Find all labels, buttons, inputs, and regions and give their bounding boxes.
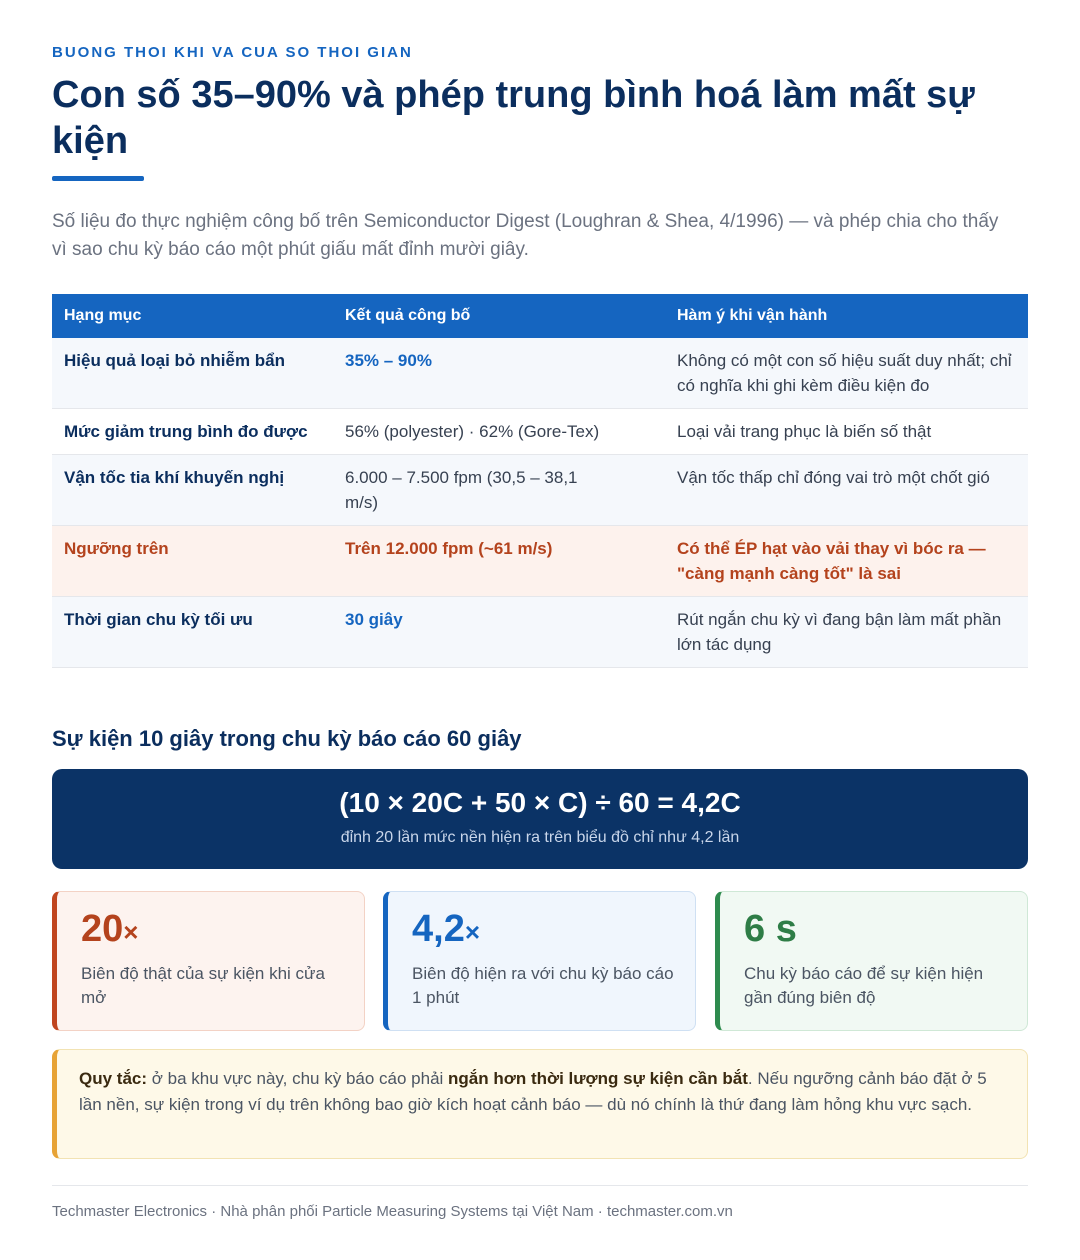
stat-card-true-amplitude <box>52 891 365 1031</box>
row-result: 6.000 – 7.500 fpm (30,5 – 38,1 m/s) <box>345 468 578 512</box>
row-implication: Vận tốc thấp chỉ đóng vai trò một chốt gió <box>677 468 990 487</box>
row-implication: Loại vải trang phục là biến số thật <box>677 422 932 441</box>
row-result: 56% (polyester) · 62% (Gore-Tex) <box>345 422 600 441</box>
row-result: 35% – 90% <box>345 351 432 370</box>
row-label: Mức giảm trung bình đo được <box>64 422 308 441</box>
stat-unit: × <box>464 917 481 947</box>
rule-text: . Nếu ngưỡng cảnh báo đặt ở 5 lần nền, sự kiện trong ví dụ trên không bao giờ kích hoạt cảnh báo — dù nó chính là thứ đang làm hỏng khu vực sạch. <box>79 1069 987 1114</box>
row-label: Hiệu quả loại bỏ nhiễm bẩn <box>64 351 286 370</box>
stat-value: 4,2 <box>412 908 465 950</box>
table-row <box>52 455 1028 526</box>
column-header: Hạng mục <box>64 307 142 324</box>
lead-paragraph: Số liệu đo thực nghiệm công bố trên Semiconductor Digest (Loughran & Shea, 4/1996) — và phép chia cho thấy vì sao chu kỳ báo cáo một phút giấu mất đỉnh mười giây. <box>52 211 999 260</box>
stat-unit: × <box>123 917 139 947</box>
table-row-warning <box>52 526 1028 597</box>
formula-note: đỉnh 20 lần mức nền hiện ra trên biểu đồ chỉ như 4,2 lần <box>340 829 740 846</box>
row-result: Trên 12.000 fpm (~61 m/s) <box>345 539 553 558</box>
results-table <box>52 294 1028 668</box>
title-underline <box>52 176 144 181</box>
stat-cards <box>52 891 1028 1031</box>
row-implication: Không có một con số hiệu suất duy nhất; chỉ có nghĩa khi ghi kèm điều kiện đo <box>677 351 1012 395</box>
section-heading: Sự kiện 10 giây trong chu kỳ báo cáo 60 giây <box>52 726 522 751</box>
footer-divider <box>52 1185 1028 1186</box>
table-row <box>52 409 1028 455</box>
row-implication: Có thể ÉP hạt vào vải thay vì bóc ra — "càng mạnh càng tốt" là sai <box>677 539 986 583</box>
column-header: Kết quả công bố <box>345 307 471 324</box>
rule-text: ở ba khu vực này, chu kỳ báo cáo phải <box>147 1069 449 1088</box>
stat-label: Biên độ thật của sự kiện khi cửa mở <box>81 964 325 1007</box>
table-row <box>52 338 1028 409</box>
stat-label: Chu kỳ báo cáo để sự kiện hiện gần đúng biên độ <box>744 964 984 1007</box>
column-header: Hàm ý khi vận hành <box>677 307 828 324</box>
table-row <box>52 597 1028 668</box>
footer-text: Techmaster Electronics · Nhà phân phối Particle Measuring Systems tại Việt Nam · techmaster.com.vn <box>52 1203 733 1220</box>
table-header <box>52 294 1028 338</box>
rule-label: Quy tắc: <box>79 1069 148 1088</box>
formula-text: (10 × 20C + 50 × C) ÷ 60 = 4,2C <box>339 787 741 818</box>
rule-callout <box>52 1049 1028 1159</box>
row-label: Thời gian chu kỳ tối ưu <box>64 610 253 629</box>
stat-value: 6 s <box>744 908 797 950</box>
formula-box <box>52 769 1028 869</box>
row-result: 30 giây <box>345 610 403 629</box>
row-label: Ngưỡng trên <box>64 539 169 558</box>
stat-card-report-cycle <box>715 891 1028 1031</box>
row-label: Vận tốc tia khí khuyến nghị <box>64 468 285 487</box>
stat-card-reported-amplitude <box>383 891 696 1031</box>
stat-value: 20 <box>81 908 124 950</box>
stat-label: Biên độ hiện ra với chu kỳ báo cáo 1 phút <box>412 964 674 1007</box>
rule-emphasis: ngắn hơn thời lượng sự kiện cần bắt <box>448 1069 748 1088</box>
row-implication: Rút ngắn chu kỳ vì đang bận làm mất phần lớn tác dụng <box>677 610 1002 654</box>
eyebrow-label: BUONG THOI KHI VA CUA SO THOI GIAN <box>52 44 413 61</box>
page-title: Con số 35–90% và phép trung bình hoá làm mất sự kiện <box>52 74 975 162</box>
